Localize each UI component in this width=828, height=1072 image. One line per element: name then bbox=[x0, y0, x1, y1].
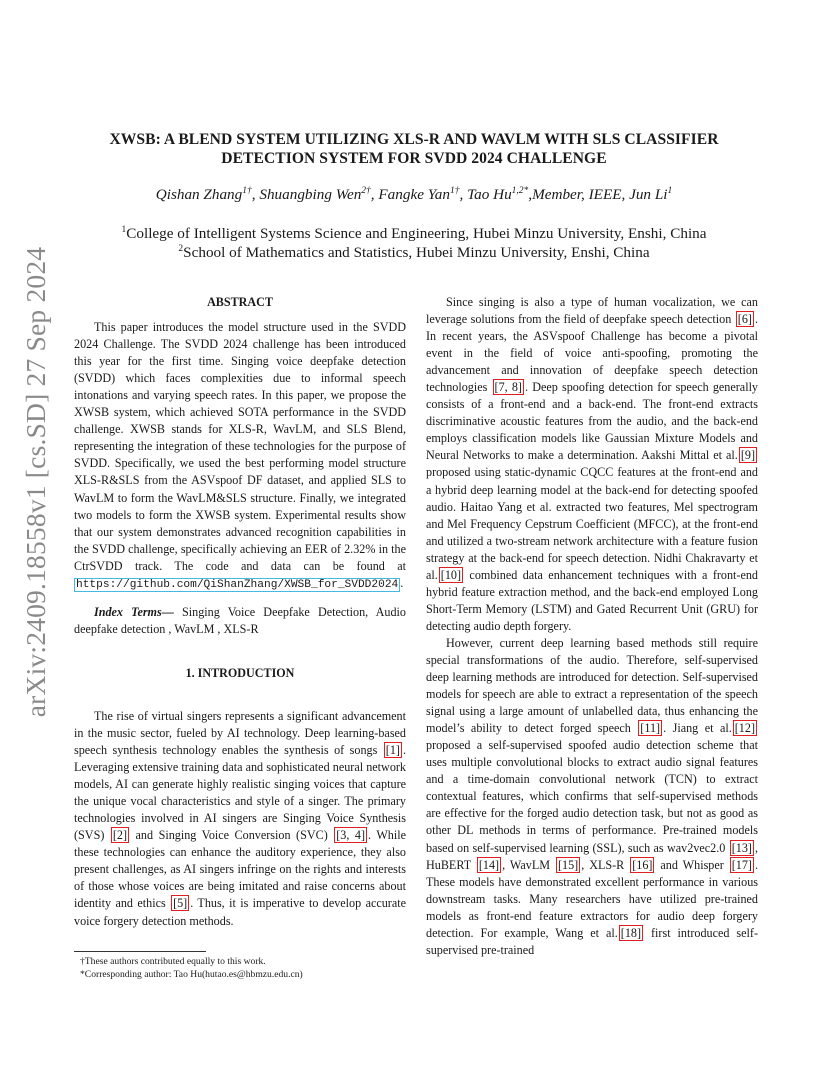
affiliation-2 bbox=[60, 244, 768, 262]
citation-link[interactable]: [5] bbox=[173, 896, 188, 911]
title-line-2: DETECTION SYSTEM FOR SVDD 2024 CHALLENGE bbox=[221, 150, 607, 167]
paragraph-text: and Singing Voice Conversion (SVC) bbox=[130, 828, 334, 843]
paragraph-text: , XLS-R bbox=[581, 857, 630, 872]
citation-link[interactable]: [11] bbox=[640, 721, 661, 736]
paragraph-text: , HuBERT bbox=[426, 840, 758, 872]
index-terms-label: Index Terms— bbox=[94, 604, 174, 619]
paragraph-text: combined data enhancement techniques with a front-end hybrid feature extraction method, and the back-end employed Long Short-Term Memory (LSTM) and Gated Recurrent Unit (GRU) for detecting audio depth forgery. bbox=[426, 567, 758, 633]
citation-link[interactable]: [13] bbox=[731, 840, 752, 855]
abstract-body: This paper introduces the model structure used in the SVDD 2024 Challenge. The SVDD 2024 challenge has been introduced this year for the first time. Singing voice deepfake detection (SVDD) which faces complexities due to informal speech intonations and varying speech rates. In this paper, we propose the XWSB system, which achieved SOTA performance in the SVDD challenge. XWSB stands for XLS-R, WavLM, and SLS Blend, representing the integration of these technologies for the purpose of SVDD. Specifically, we used the best performing model structure XLS-R&SLS from the ASVspoof DF dataset, and applied SLS to WavLM to form the WavLM&SLS structure. Finally, we integrated two models to form the XWSB system. Experimental results show that our system demonstrates advanced recognition capabilities in the SVDD challenge, specifically achieving an EER of 2.32% in the CtrSVDD track. The code and data can be found at bbox=[74, 320, 406, 573]
right-column bbox=[426, 294, 758, 959]
citation-link[interactable]: [6] bbox=[737, 312, 752, 327]
author-list bbox=[60, 186, 768, 204]
author-mark: 1 bbox=[667, 185, 673, 196]
affiliation-text: School of Mathematics and Statistics, Hubei Minzu University, Enshi, China bbox=[183, 244, 650, 261]
citation-link[interactable]: [3, 4] bbox=[336, 828, 366, 843]
title-line-1: XWSB: A BLEND SYSTEM UTILIZING XLS-R AND WAVLM WITH SLS CLASSIFIER bbox=[109, 131, 719, 148]
paragraph-text: . These models have demonstrated excellent performance in various downstream tasks. Many researchers have utilized pre-trained models as front-end feature extractors for audio deep forgery detection. For example, Wang et al. bbox=[426, 857, 759, 940]
citation-link[interactable]: [9] bbox=[740, 448, 755, 463]
index-terms bbox=[74, 604, 406, 638]
author-mark: 2† bbox=[361, 185, 371, 196]
paragraph-text: proposed a self-supervised spoofed audio detection scheme that uses multiple convolutional blocks to extract audio signal features and a time-domain convolutional network (TCN) to extract contextual features, which confirms that self-supervised methods are effective for the forged audio detection task, but not as good as other DL methods in terms of performance. Pre-trained models based on self-supervised learning (SSL), such as wav2vec2.0 bbox=[426, 738, 758, 855]
author-separator: , bbox=[370, 186, 379, 203]
index-terms-text: Singing Voice Deepfake Detection, Audio deepfake detection , WavLM , XLS-R bbox=[74, 604, 406, 636]
author-separator: ,Member, IEEE, bbox=[528, 186, 630, 203]
paragraph-text: . Jiang et al. bbox=[663, 721, 732, 736]
author-separator: , bbox=[251, 186, 260, 203]
arxiv-identifier: arXiv:2409.18558v1 [cs.SD] 27 Sep 2024 bbox=[20, 246, 51, 718]
author-mark: 1† bbox=[449, 185, 460, 196]
author-name: Qishan Zhang bbox=[155, 186, 243, 203]
paper-title bbox=[60, 130, 768, 168]
citation-link[interactable]: [14] bbox=[478, 857, 500, 872]
author-mark: 1,2* bbox=[511, 185, 529, 196]
author-name: Fangke Yan bbox=[378, 186, 450, 203]
affiliation-text: College of Intelligent Systems Science and Engineering, Hubei Minzu University, Enshi, China bbox=[126, 225, 707, 242]
citation-link[interactable]: [7, 8] bbox=[494, 380, 522, 395]
citation-link[interactable]: [17] bbox=[731, 857, 752, 872]
author-name: Tao Hu bbox=[467, 186, 512, 203]
citation-link[interactable]: [15] bbox=[557, 857, 579, 872]
paragraph-deepfake-background bbox=[426, 294, 758, 635]
paragraph-text: However, current deep learning based methods still require special transformations of the audio. Therefore, self-supervised deep learning methods are introduced for detection. Self-supervised models for speech are able to extract a representation of the speech signal using a large amount of unlabelled data, thus enhancing the model’s ability to detect forged speech bbox=[426, 635, 758, 736]
citation-link[interactable]: [1] bbox=[385, 743, 400, 758]
paragraph-text: , WavLM bbox=[502, 857, 555, 872]
paragraph-text: . Deep spoofing detection for speech generally consists of a front-end and a back-end. The front-end extracts discriminative acoustic features from the audio, and the back-end employs classification models like Gaussian Mixture Models and Neural Networks to make a determination. Aakshi Mittal et al. bbox=[426, 380, 759, 463]
intro-paragraph bbox=[74, 708, 406, 930]
affiliation-1 bbox=[60, 225, 768, 243]
paragraph-text: The rise of virtual singers represents a significant advancement in the music sector, fueled by AI technology. Deep learning-based speech synthesis technology enables the synthesis of songs bbox=[74, 708, 406, 758]
author-separator: , bbox=[459, 186, 468, 203]
code-link[interactable]: https://github.com/QiShanZhang/XWSB_for_SVDD2024 bbox=[76, 578, 399, 591]
left-column bbox=[74, 294, 406, 930]
footnote-equal-contribution: †These authors contributed equally to this work. bbox=[80, 956, 266, 967]
paragraph-text: Since singing is also a type of human vocalization, we can leverage solutions from the field of deepfake speech detection bbox=[426, 295, 758, 327]
citation-link[interactable]: [16] bbox=[632, 857, 653, 872]
paragraph-text: proposed using static-dynamic CQCC features at the front-end and a hybrid deep learning model at the back-end for detecting spoofed audio. Haitao Yang et al. extracted two features, Mel spectrogram and Mel Frequency Cepstrum Coefficient (MFCC), at the front-end and utilized a two-stream network architecture with a feature fusion strategy at the back-end for speech detection. Nidhi Chakravarty et al. bbox=[426, 465, 758, 582]
footnote-divider bbox=[74, 951, 206, 952]
paragraph-text: first introduced self-supervised pre-trained bbox=[426, 925, 759, 957]
section-heading-introduction: 1. INTRODUCTION bbox=[185, 665, 295, 680]
paragraph-text: . Thus, it is imperative to develop accurate voice forgery detection methods. bbox=[74, 896, 406, 928]
citation-link[interactable]: [18] bbox=[620, 925, 642, 940]
citation-link[interactable]: [10] bbox=[440, 567, 462, 582]
abstract-heading: ABSTRACT bbox=[207, 295, 273, 309]
affiliation-mark: 2 bbox=[178, 243, 184, 254]
footnote-corresponding-author: *Corresponding author: Tao Hu(hutao.es@hbmzu.edu.cn) bbox=[80, 969, 303, 980]
affiliation-mark: 1 bbox=[121, 224, 127, 235]
paragraph-text: and Whisper bbox=[655, 857, 729, 872]
abstract-end: . bbox=[400, 575, 404, 590]
citation-link[interactable]: [2] bbox=[112, 828, 128, 843]
paragraph-text: . In recent years, the ASVspoof Challenge has become a pivotal event in the field of voice anti-spoofing, promoting the advancement and innovation of deepfake speech detection technologies bbox=[426, 312, 758, 395]
author-name: Jun Li bbox=[629, 186, 668, 203]
paragraph-self-supervised bbox=[426, 635, 758, 959]
author-mark: 1† bbox=[242, 185, 252, 196]
citation-link[interactable]: [12] bbox=[734, 721, 755, 736]
arxiv-side-stamp bbox=[16, 246, 56, 718]
abstract-text bbox=[74, 319, 406, 594]
paragraph-text: . Leveraging extensive training data and sophisticated neural network models, AI can generate highly realistic singing voices that capture the unique vocal characteristics and style of a singer. The primary technologies involved in AI singers are Singing Voice Synthesis (SVS) bbox=[74, 743, 406, 843]
author-name: Shuangbing Wen bbox=[259, 186, 362, 203]
paragraph-text: . While these technologies can enhance the auditory experience, they also present challenges, as AI singers infringe on the rights and interests of those whose voices are being imitated and raise concerns about identity and ethics bbox=[74, 828, 406, 911]
